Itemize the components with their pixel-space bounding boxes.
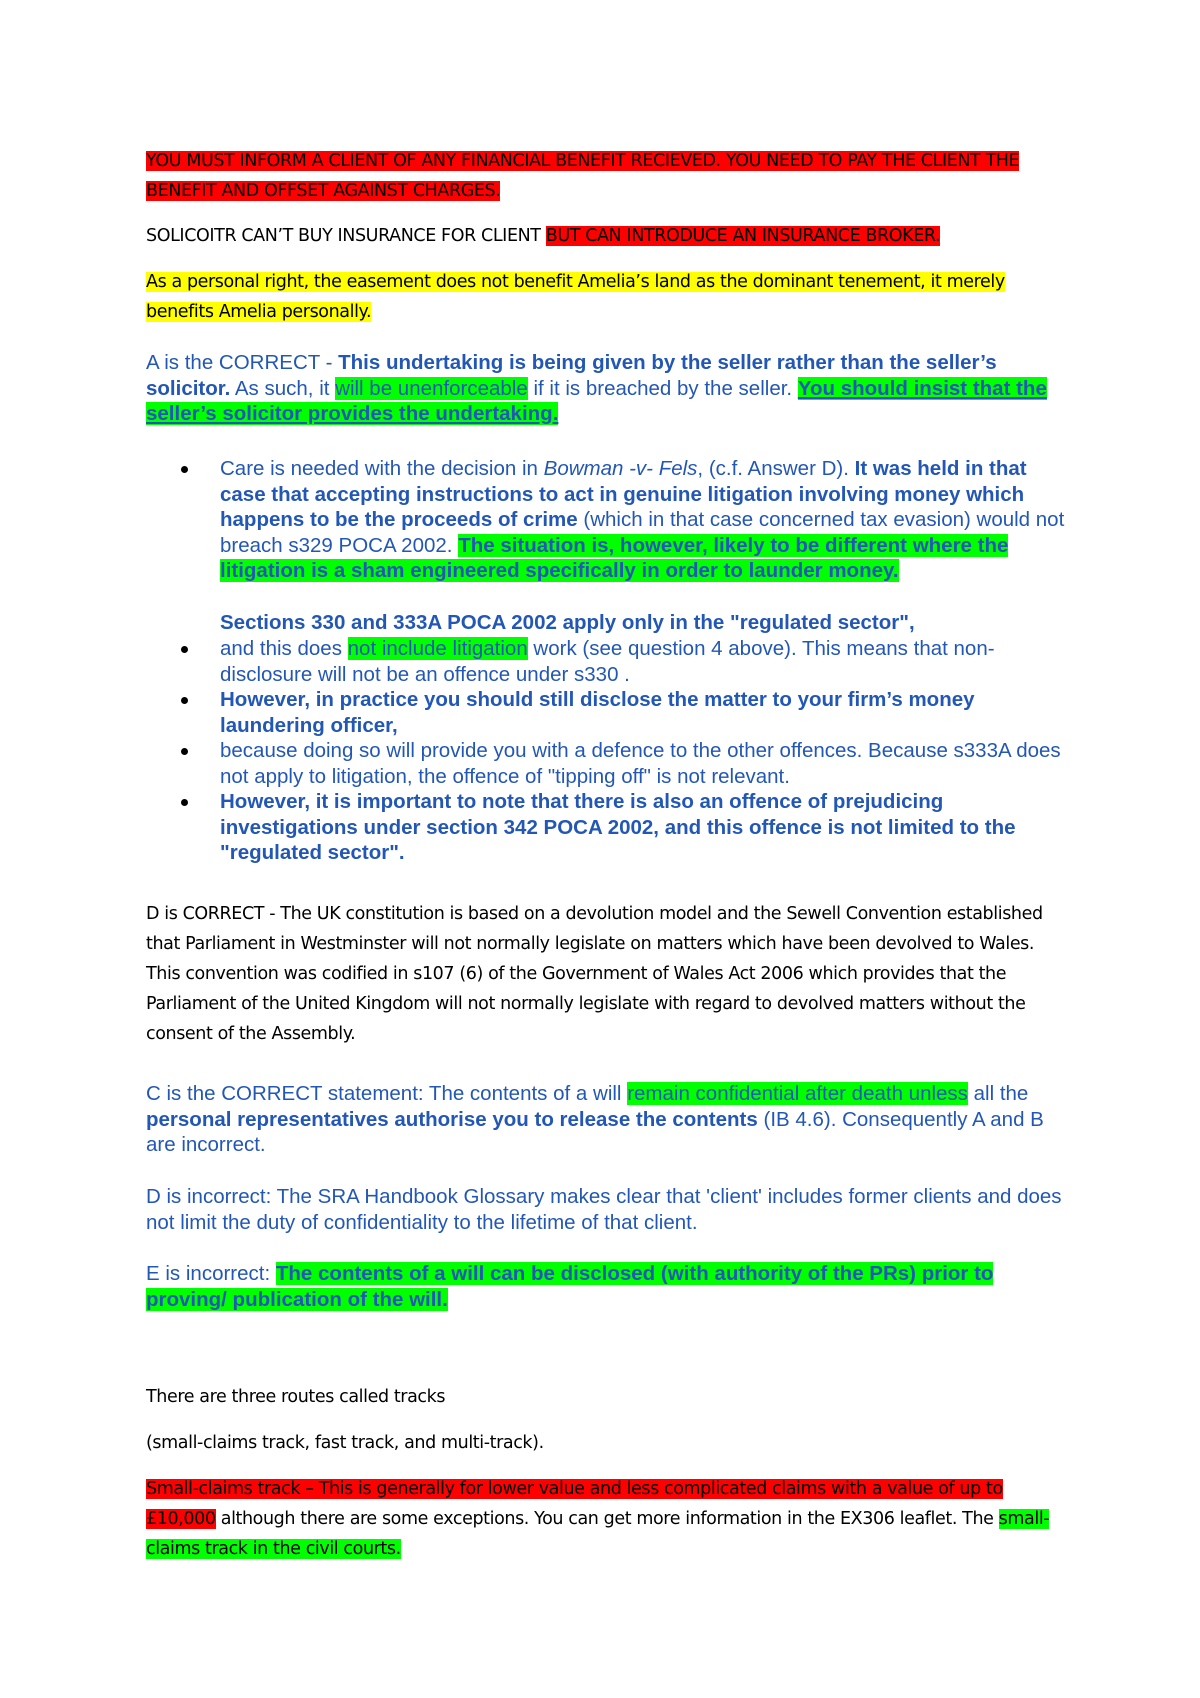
bullet-icon [181, 799, 188, 806]
highlight-green-bold: You should insist that the seller’s solicitor provides the undertaking. [146, 376, 1047, 425]
highlight-green-bold: The contents of a will can be disclosed (with authority of the PRs) prior to proving/ publication of the will. [146, 1262, 994, 1311]
bullet-icon [181, 466, 188, 473]
text-run: all the [967, 1082, 1029, 1105]
text-run: Care is needed with the decision in [220, 457, 544, 480]
highlight-yellow: As a personal right, the easement does not benefit Amelia’s land as the dominant tenement, it merely benefits Amelia personally. [146, 272, 1005, 322]
highlight-green: will be unenforceable [335, 376, 528, 400]
paragraph-track-list: (small-claims track, fast track, and multi-track). [146, 1433, 544, 1453]
text-run: (which in that case concerned tax evasion) would not breach s329 POCA 2002. [220, 508, 1065, 557]
bullet-icon [181, 697, 188, 704]
section-heading: Sections 330 and 333A POCA 2002 apply only in the "regulated sector", [220, 611, 915, 634]
highlight-red: Small-claims track – This is generally for lower value and less complicated claims with a value of up to £10,000 [146, 1479, 1003, 1529]
list-item [146, 789, 1066, 866]
text-run: E is incorrect: [146, 1262, 276, 1285]
text-run: SOLICOITR CAN’T BUY INSURANCE FOR CLIENT [146, 226, 546, 246]
text-run: work (see question 4 above). This means that non-disclosure will not be an offence under s330 . [220, 637, 995, 686]
text-bold: However, in practice you should still disclose the matter to your firm’s money laundering officer, [220, 688, 975, 737]
bullet-icon [181, 748, 188, 755]
text-bold: personal representatives authorise you to release the contents [146, 1107, 758, 1131]
text-run: although there are some exceptions. You can get more information in the EX306 leaflet. The [215, 1509, 999, 1529]
text-italic: Bowman -v- Fels [543, 457, 698, 480]
paragraph-answer-d: D is incorrect: The SRA Handbook Glossary makes clear that 'client' includes former clients and does not limit the duty of confidentiality to the lifetime of that client. [146, 1185, 1062, 1234]
paragraph-answer-a [146, 350, 1066, 427]
text-run: A is the CORRECT - [146, 351, 339, 374]
paragraph-easement [146, 267, 1056, 327]
list-item [146, 687, 1066, 738]
text-bold: However, it is important to note that there is also an offence of prejudicing investigations under section 342 POCA 2002, and this offence is not limited to the "regulated sector". [220, 790, 1016, 864]
bullet-icon [181, 646, 188, 653]
highlight-green: remain confidential after death unless [627, 1082, 968, 1105]
text-bold: It was held in that case that accepting instructions to act in genuine litigation involving money which happens to be the proceeds of crime [220, 457, 1027, 531]
bullet-list [146, 636, 1066, 866]
text-run: As such, it [230, 376, 336, 400]
paragraph-insurance [146, 221, 1066, 251]
highlight-green: small-claims track in the civil courts. [146, 1509, 1050, 1559]
list-item [146, 456, 1066, 584]
text-run: and this does [220, 637, 348, 660]
paragraph-tracks: There are three routes called tracks [146, 1387, 446, 1407]
list-item [146, 636, 1066, 687]
text-run: if it is breached by the seller. [527, 376, 798, 400]
highlight-red: YOU MUST INFORM A CLIENT OF ANY FINANCIAL BENEFIT RECIEVED. YOU NEED TO PAY THE CLIENT THE BENEFIT AND OFFSET AGAINST CHARGES. [146, 151, 1020, 201]
highlight-green-bold: The situation is, however, likely to be different where the litigation is a sham engineered specifically in order to launder money. [220, 533, 1009, 582]
highlight-green: not include litigation [347, 637, 528, 660]
text-run: because doing so will provide you with a defence to the other offences. Because s333A does not apply to litigation, the offence of "tipping off" is not relevant. [220, 739, 1061, 788]
text-run: C is the CORRECT statement: The contents of a will [146, 1082, 628, 1105]
paragraph-devolution: D is CORRECT - The UK constitution is based on a devolution model and the Sewell Convention established that Parliament in Westminster will not normally legislate on matters which have been devolved to Wales. This convention was codified in s107 (6) of the Government of Wales Act 2006 which provides that the Parliament of the United Kingdom will not normally legislate with regard to devolved matters without the consent of the Assembly. [146, 904, 1043, 1044]
paragraph-small-claims [146, 1474, 1066, 1564]
paragraph-answer-e [146, 1261, 1066, 1312]
bullet-list [146, 456, 1066, 584]
paragraph-financial-benefit [146, 146, 1066, 206]
text-run: (IB 4.6). Consequently A and B are incorrect. [146, 1107, 1044, 1156]
highlight-red: BUT CAN INTRODUCE AN INSURANCE BROKER. [545, 226, 941, 246]
text-run: , (c.f. Answer D). [697, 457, 855, 480]
paragraph-answer-c [146, 1081, 1066, 1158]
list-item [146, 738, 1066, 789]
text-bold: This undertaking is being given by the seller rather than the seller’s solicitor. [146, 351, 997, 400]
